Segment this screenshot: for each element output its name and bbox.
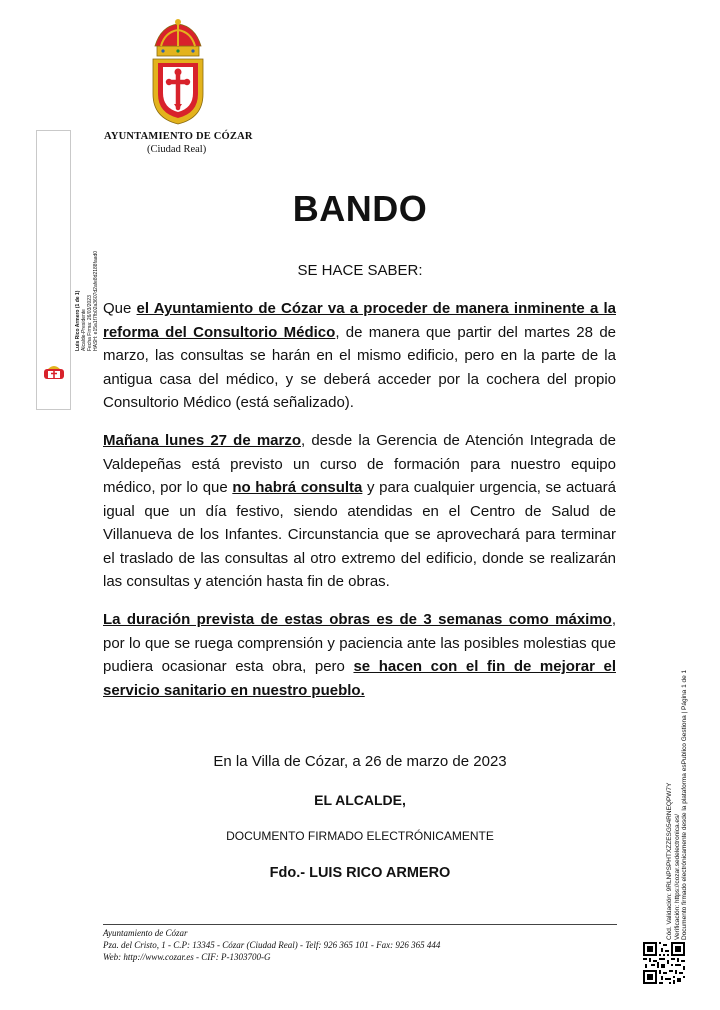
footer-address: Pza. del Cristo, 1 - C.P: 13345 - Cózar (Ciudad Real) - Telf: 926 365 101 - Fax: 926 365 444 <box>103 940 441 950</box>
signature-line: Fecha Firma: 26/03/2023 <box>87 295 93 351</box>
footer-divider <box>103 924 617 925</box>
signature-line: Alcalde-Presidente <box>81 309 87 351</box>
qr-code <box>643 942 685 984</box>
signature-text <box>75 221 99 351</box>
paragraph-3 <box>103 608 616 702</box>
org-name: AYUNTAMIENTO DE CÓZAR <box>104 131 253 142</box>
footer-org: Ayuntamiento de Cózar <box>103 928 188 938</box>
electronic-signature-note: DOCUMENTO FIRMADO ELECTRÓNICAMENTE <box>226 829 494 843</box>
town-crest-logo <box>147 18 209 126</box>
signature-line: Luis Rico Armero (1 de 1) <box>75 290 81 351</box>
paragraph-emphasis: el Ayuntamiento de Cózar va a proceder de manera inminente a la reforma del Consultorio Médico <box>103 300 616 341</box>
paragraph-text: , de manera que partir del martes 28 de marzo, las consultas se harán en el mismo edificio, pero en la parte de la antigua casa del médico, y se deberá acceder por la cochera del propio Consultorio Médico (está señalizado). <box>103 323 616 411</box>
validation-platform: Documento firmado electrónicamente desde la plataforma esPublico Gestiona | Página 1 de 1 <box>681 669 688 940</box>
paragraph-text: , por lo que se ruega comprensión y paciencia ante las posibles molestias que pudiera ocasionar esta obra, pero <box>103 611 616 675</box>
footer <box>103 927 440 963</box>
paragraph-emphasis: no habrá consulta <box>232 479 363 496</box>
org-subtitle: (Ciudad Real) <box>147 144 207 155</box>
signature-line: HASH: e15a1f7fb02a3607d2afe8d2188faad0 <box>93 250 99 351</box>
paragraph-emphasis: La duración prevista de estas obras es de 3 semanas como máximo <box>103 611 612 628</box>
paragraph-2 <box>103 429 616 594</box>
validation-url: Verificación: https://cozar.sedelectronica.es/ <box>673 813 681 940</box>
footer-web-cif: Web: http://www.cozar.es - CIF: P-1303700-G <box>103 952 271 962</box>
paragraph-text: Que <box>103 300 137 317</box>
place-date: En la Villa de Cózar, a 26 de marzo de 2023 <box>213 753 507 770</box>
signer-title: EL ALCALDE, <box>314 792 406 808</box>
validation-text <box>666 620 689 940</box>
document-subtitle: SE HACE SABER: <box>297 262 423 279</box>
paragraph-emphasis: Mañana lunes 27 de marzo <box>103 432 302 449</box>
paragraph-emphasis: se hacen con el fin de mejorar el servicio sanitario en nuestro pueblo. <box>103 658 616 699</box>
paragraph-text: , desde la Gerencia de Atención Integrada de Valdepeñas está previsto un curso de formación para nuestro equipo médico, por lo que <box>103 432 616 496</box>
document-title: BANDO <box>292 188 428 229</box>
paragraph-1 <box>103 297 616 415</box>
signature-crest-icon <box>42 363 66 381</box>
validation-code: Cód. Validación: 9RLNPSPHTXZZESG54RNEQPW7Y <box>666 782 673 940</box>
signer-name: Fdo.- LUIS RICO ARMERO <box>269 865 451 881</box>
paragraph-text: y para cualquier urgencia, se actuará igual que un día festivo, siendo atendidas en el Centro de Salud de Villanueva de los Infantes. Circunstancia que se aprovechará para terminar el traslado de las consultas al otro extremo del edificio, donde se realizarán las consultas y atención hasta fin de obras. <box>103 479 616 590</box>
